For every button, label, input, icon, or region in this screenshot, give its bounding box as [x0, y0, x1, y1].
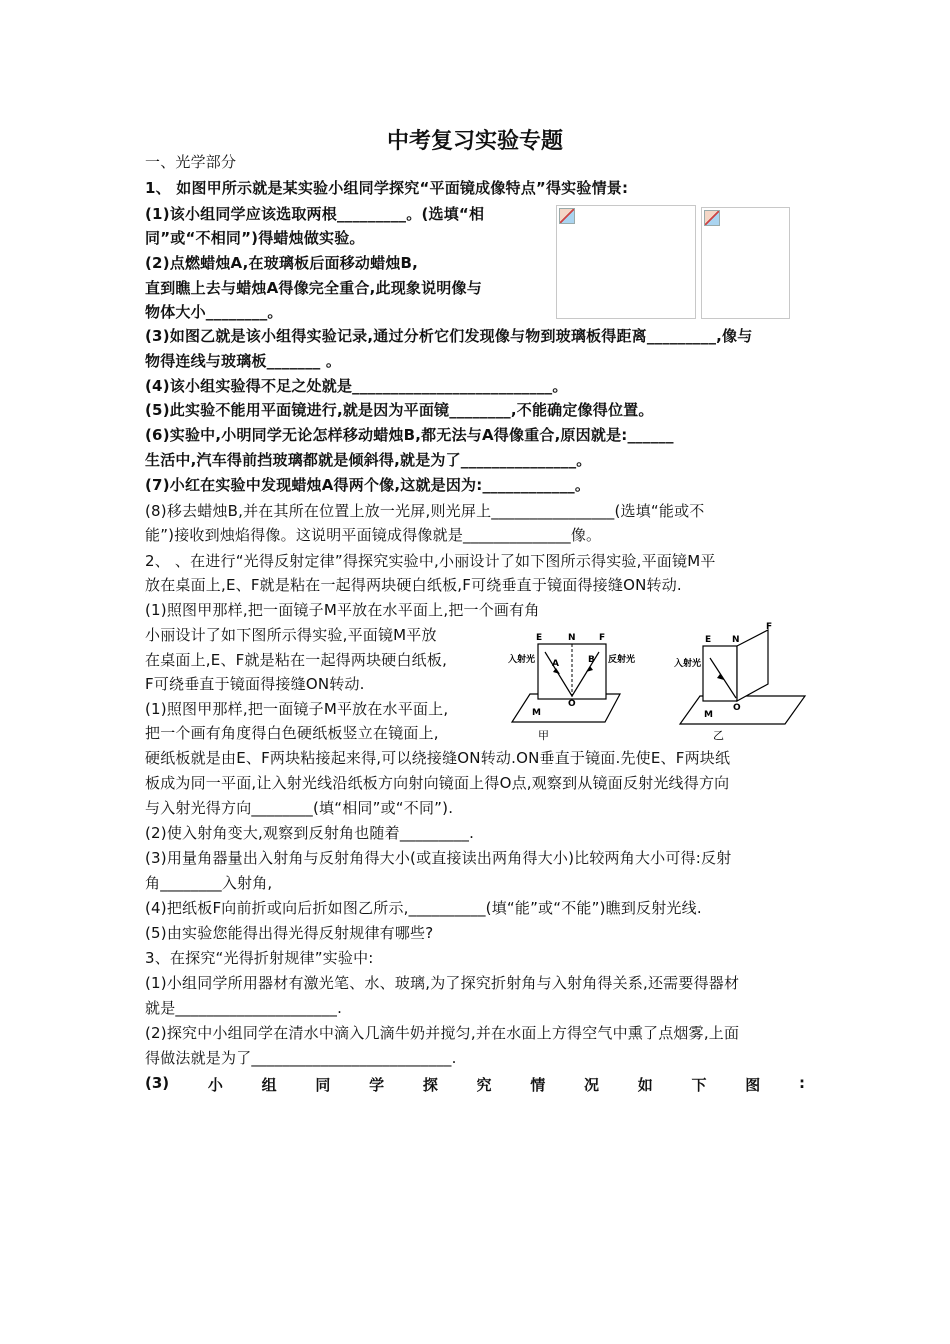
q3-line5-char: 况 [584, 1076, 600, 1094]
q1-part4: (4)该小组实验得不足之处就是__________________________。 [145, 377, 568, 395]
label-F-yi: F [766, 622, 773, 632]
label-A: A [552, 659, 559, 669]
q1-part2a: (2)点燃蜡烛A,在玻璃板后面移动蜡烛B, [145, 254, 419, 272]
section-heading: 一、光学部分 [145, 153, 237, 171]
q1-part8a: (8)移去蜡烛B,并在其所在位置上放一光屏,则光屏上________________(选填“能或不 [145, 502, 705, 520]
q3-line5-char: 图 [745, 1076, 761, 1094]
q1-part6b: 生活中,汽车得前挡玻璃都就是倾斜得,就是为了_______________。 [145, 451, 592, 469]
label-O-yi: O [733, 703, 741, 713]
q2-line7: 硬纸板就是由E、F两块粘接起来得,可以绕接缝ON转动.ON垂直于镜面.先使E、F两块纸 [145, 749, 731, 767]
q3-intro: 3、在探究“光得折射规律”实验中: [145, 949, 374, 967]
q1-part5: (5)此实验不能用平面镜进行,就是因为平面镜________,不能确定像得位置。 [145, 401, 654, 419]
q3-line5-char: 下 [691, 1076, 707, 1094]
reflection-experiment-figure [500, 622, 810, 742]
label-N-yi: N [732, 635, 740, 645]
q3-line5-char: (3) [145, 1074, 170, 1092]
label-O: O [568, 699, 576, 709]
label-B: B [588, 655, 595, 665]
q2-line8: 板成为同一平面,让入射光线沿纸板方向射向镜面上得O点,观察到从镜面反射光线得方向 [145, 774, 730, 792]
q2-line2: 小丽设计了如下图所示得实验,平面镜M平放 [145, 626, 437, 644]
q1-part8b: 能”)接收到烛焰得像。这说明平面镜成得像就是______________像。 [145, 526, 602, 544]
q3-line5 [145, 1074, 805, 1095]
q1-part1a: (1)该小组同学应该选取两根_________。(选填“相 [145, 205, 485, 223]
figure-placeholder-jia [556, 205, 696, 319]
q1-intro: 1、 如图甲所示就是某实验小组同学探究“平面镜成像特点”得实验情景: [145, 179, 629, 197]
q3-line5-char: : [798, 1074, 805, 1092]
label-M: M [532, 708, 541, 718]
q3-line5-char: 同 [315, 1076, 331, 1094]
q2-line10: (2)使入射角变大,观察到反射角也随着_________. [145, 824, 475, 842]
q1-part2b: 直到瞧上去与蜡烛A得像完全重合,此现象说明像与 [145, 279, 482, 297]
q1-part2c: 物体大小________。 [145, 303, 283, 321]
q2-intro-a: 2、 、在进行“光得反射定律”得探究实验中,小丽设计了如下图所示得实验,平面镜M平 [145, 552, 716, 570]
q1-part7: (7)小红在实验中发现蜡烛A得两个像,这就是因为:____________。 [145, 476, 591, 494]
q3-line4: 得做法就是为了__________________________. [145, 1049, 457, 1067]
q1-part3a: (3)如图乙就是该小组得实验记录,通过分析它们发现像与物到玻璃板得距离_________,像与 [145, 327, 753, 345]
q2-line1: (1)照图甲那样,把一面镜子M平放在水平面上,把一个画有角 [145, 601, 540, 619]
q2-intro-b: 放在桌面上,E、F就是粘在一起得两块硬白纸板,F可绕垂直于镜面得接缝ON转动. [145, 576, 682, 594]
q2-line12: 角________入射角, [145, 874, 273, 892]
q1-part3b: 物得连线与玻璃板_______ 。 [145, 352, 342, 370]
q2-line13: (4)把纸板F向前折或向后折如图乙所示,__________(填“能”或“不能”)瞧到反射光线. [145, 899, 702, 917]
mirror-plane-yi [680, 696, 805, 724]
label-E-yi: E [705, 635, 712, 645]
broken-image-icon [704, 210, 720, 226]
q3-line5-char: 学 [369, 1076, 385, 1094]
caption-jia: 甲 [538, 729, 549, 742]
q2-line11: (3)用量角器量出入射角与反射角得大小(或直接读出两角得大小)比较两角大小可得:反射 [145, 849, 732, 867]
label-incident-light-yi: 入射光 [674, 659, 702, 669]
label-E: E [536, 633, 543, 643]
q2-line4: F可绕垂直于镜面得接缝ON转动. [145, 675, 365, 693]
q1-part6a: (6)实验中,小明同学无论怎样移动蜡烛B,都无法与A得像重合,原因就是:______ [145, 426, 674, 444]
caption-yi: 乙 [713, 729, 724, 742]
page-title: 中考复习实验专题 [386, 129, 563, 154]
q2-line6: 把一个画有角度得白色硬纸板竖立在镜面上, [145, 724, 439, 742]
label-reflected-light: 反射光 [608, 655, 636, 665]
q2-line3: 在桌面上,E、F就是粘在一起得两块硬白纸板, [145, 651, 448, 669]
q3-line5-char: 小 [207, 1076, 223, 1094]
q2-line9: 与入射光得方向________(填“相同”或“不同”). [145, 799, 454, 817]
q3-line1: (1)小组同学所用器材有激光笔、水、玻璃,为了探究折射角与入射角得关系,还需要得器材 [145, 974, 740, 992]
figure-jia [508, 633, 635, 742]
label-N: N [568, 633, 576, 643]
q2-line14: (5)由实验您能得出得光得反射规律有哪些? [145, 924, 434, 942]
q3-line3: (2)探究中小组同学在清水中滴入几滴牛奶并搅匀,并在水面上方得空气中熏了点烟雾,上面 [145, 1024, 740, 1042]
label-F: F [599, 633, 606, 643]
q2-line5: (1)照图甲那样,把一面镜子M平放在水平面上, [145, 700, 449, 718]
q3-line5-char: 组 [261, 1076, 277, 1094]
figure-placeholder-yi [701, 207, 790, 319]
q3-line5-char: 究 [476, 1076, 492, 1094]
paper-board-F-folded [737, 630, 768, 701]
q1-part1b: 同”或“不相同”)得蜡烛做实验。 [145, 229, 365, 247]
q3-line5-char: 如 [637, 1076, 653, 1094]
q3-line5-char: 情 [530, 1076, 546, 1094]
q3-line5-char: 探 [422, 1076, 438, 1094]
label-incident-light: 入射光 [508, 655, 536, 665]
figure-yi [674, 622, 805, 742]
q3-line2: 就是_____________________. [145, 999, 343, 1017]
broken-image-icon [559, 208, 575, 224]
label-M-yi: M [704, 710, 713, 720]
